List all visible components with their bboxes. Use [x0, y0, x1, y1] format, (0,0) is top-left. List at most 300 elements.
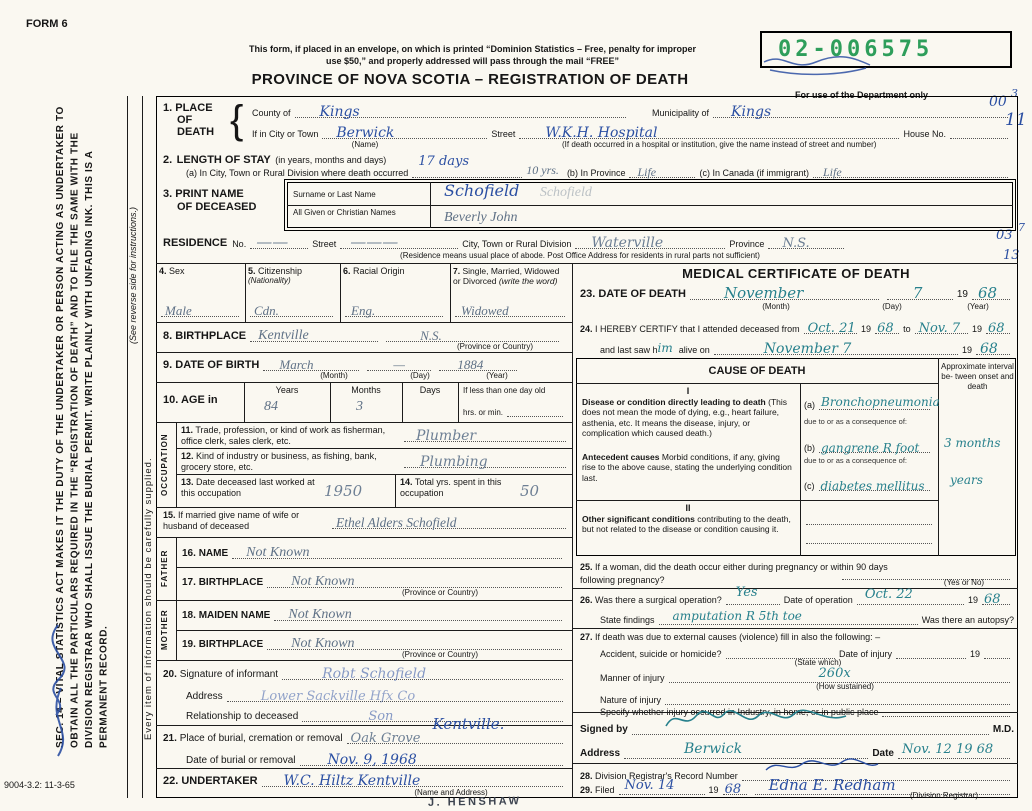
rule-h: [176, 630, 572, 631]
item27-no: 27.: [580, 632, 593, 642]
trade-label: Trade, profession, or kind of work as fisherman, office clerk, sales clerk, etc.: [181, 425, 386, 447]
age-months-value: 3: [356, 399, 363, 414]
cause-other-line1: [806, 524, 932, 525]
q27-manner-sublabel: (How sustained): [816, 682, 874, 691]
lastworked-label: Date deceased last worked at this occupation: [181, 477, 315, 499]
q26-opdate-line: [857, 587, 964, 605]
medical-certificate-title: MEDICAL CERTIFICATE OF DEATH: [682, 266, 910, 281]
item29-no: 29.: [580, 785, 593, 795]
filed-label: Filed: [595, 785, 615, 795]
q27-injdate-year-prefix: 19: [969, 649, 980, 659]
place-of-death-heading: [163, 102, 213, 114]
dod-year-value: 68: [978, 284, 998, 302]
rule-v: [450, 263, 451, 322]
dod-month-value: November: [723, 284, 804, 302]
dob-day-value: —: [393, 357, 405, 372]
age-days-label: Days: [419, 385, 441, 395]
rule-h: [572, 588, 1018, 589]
form-number: FORM 6: [26, 18, 68, 30]
stay-c-label: (c) In Canada (if immigrant): [699, 168, 809, 178]
serial-number: 02-006575: [778, 37, 934, 62]
item16-no: 16.: [182, 548, 196, 559]
informant-sig-line: [282, 667, 563, 680]
given-names-label: All Given or Christian Names: [293, 208, 396, 217]
cause-antecedent-rest: Morbid conditions, if any, giving rise to the above cause, stating the underlying condition last.: [582, 452, 792, 483]
rule-v: [127, 96, 128, 798]
cause-b-line: [819, 440, 930, 453]
rule-v: [142, 96, 143, 798]
house-no-line: [950, 126, 1008, 139]
city-label: If in City or Town: [252, 129, 319, 139]
informant-address-line: [227, 689, 563, 702]
cause-direct-text: [582, 397, 794, 438]
registrar-signature: Edna E. Redham: [768, 776, 896, 794]
street-value: W.K.H. Hospital: [545, 125, 658, 141]
rule-h: [156, 507, 572, 508]
certify-to-year-value: 68: [988, 321, 1005, 336]
birthplace-label: BIRTHPLACE: [175, 330, 247, 342]
item11-no: 11.: [181, 425, 194, 435]
burial-date-line: [300, 753, 564, 766]
mother-birthplace-label: BIRTHPLACE: [198, 639, 264, 650]
rule-v: [800, 383, 801, 556]
father-birthplace-value: Not Known: [291, 574, 355, 589]
spouse-value: Ethel Alders Schofield: [336, 515, 457, 530]
residence-province-label: Province: [729, 239, 765, 249]
citizenship-sublabel: (Nationality): [248, 276, 291, 285]
rule-h: [176, 567, 572, 568]
residence-city-label: City, Town or Rural Division: [462, 239, 572, 249]
street-line: [519, 126, 899, 139]
dod-year-sublabel: (Year): [967, 302, 989, 311]
lastsaw-him: im: [657, 341, 673, 355]
cause-b-label: (b): [804, 443, 815, 453]
q27-injdate-label: Date of injury: [838, 649, 892, 659]
birthplace-line: [250, 329, 378, 342]
given-names-value: Beverly John: [444, 210, 518, 225]
rule-v: [572, 263, 573, 798]
municipality-value: Kings: [731, 104, 772, 120]
item8-no: 8.: [163, 330, 173, 342]
item25-no: 25.: [580, 562, 593, 572]
stay-a-label: (a) In City, Town or Rural Division where death occurred: [186, 168, 409, 178]
industry-line: [404, 454, 566, 468]
signed-by-line: [632, 722, 989, 735]
q26-findings-label: State findings: [600, 615, 655, 625]
lastworked-value: 1950: [324, 482, 363, 500]
cause-antecedent-text: [582, 452, 794, 483]
certify-from-value: Oct. 21: [807, 321, 856, 336]
item21-no: 21.: [163, 733, 177, 744]
item7-no: 7.: [453, 266, 461, 276]
q26-op-line: [726, 585, 780, 605]
father-name-label: NAME: [198, 548, 229, 559]
length-of-stay-sublabel: (in years, months and days): [275, 155, 387, 165]
place-label-2: OF: [177, 114, 193, 126]
birthplace-province-line: [386, 329, 559, 342]
stay-b-value: Life: [637, 165, 657, 179]
hospital-note: (If death occurred in a hospital or institution, give the name instead of street and number): [562, 140, 877, 149]
birthplace-sublabel: (Province or Country): [456, 342, 534, 351]
record-number-scribble: [762, 756, 882, 776]
informant-relationship-label: Relationship to deceased: [186, 711, 299, 722]
dod-label: DATE OF DEATH: [598, 288, 686, 300]
q27-heading: [580, 632, 1010, 642]
mother-name-value: Not Known: [288, 607, 352, 622]
municipality-label: Municipality of: [652, 108, 710, 118]
item10-no: 10.: [163, 394, 179, 406]
house-no-label: House No.: [903, 129, 946, 139]
q27-accident-label: Accident, suicide or homicide?: [600, 649, 722, 659]
lastsaw-value: November 7: [763, 341, 852, 357]
residence-province-value: N.S.: [782, 236, 810, 251]
item15-no: 15.: [163, 510, 176, 520]
signed-date-line: [898, 742, 1010, 759]
q26-findings-value: amputation R 5th toe: [672, 609, 802, 623]
occupation-side-label: OCCUPATION: [160, 433, 169, 496]
rule-h: [156, 725, 572, 726]
q26-op-label: Was there a surgical operation?: [595, 595, 722, 605]
city-line: [322, 126, 487, 139]
trade-value: Plumber: [416, 428, 477, 444]
certify-to-line: [915, 321, 968, 334]
burial-date-value: Nov. 9, 1968: [327, 752, 417, 768]
dob-year-value: 1884: [457, 357, 484, 372]
cause-a-label: (a): [804, 400, 815, 410]
sex-label: Sex: [169, 266, 185, 276]
filed-date-value: Nov. 14: [624, 778, 675, 793]
spouse-line: [332, 515, 566, 529]
age-small-label: If less than one day old: [463, 386, 546, 395]
sidebar-supply-note: Every item of information should be carefully supplied.: [143, 457, 154, 740]
filed-year-value: 68: [724, 782, 742, 797]
burial-place-label: Place of burial, cremation or removal: [179, 733, 343, 744]
residence-city-line: [575, 236, 725, 249]
residence-street-label: Street: [312, 239, 337, 249]
dod-day-line: [887, 284, 953, 302]
undertaker-label: UNDERTAKER: [181, 775, 258, 787]
margin-flourish-scribble: [28, 620, 88, 760]
citizenship-line: [250, 305, 333, 317]
burial-place-value: Oak Grove: [350, 731, 421, 746]
father-birthplace-line: [267, 575, 562, 588]
rule-h: [156, 263, 1018, 264]
margin-code-13: 13: [1003, 248, 1020, 263]
informant-address-value: Lower Sackville Hfx Co: [260, 689, 416, 704]
dob-year-line: [439, 358, 517, 371]
city-value: Berwick: [336, 125, 395, 141]
age-years-value: 84: [264, 399, 278, 414]
stay-b-line: [629, 165, 695, 178]
county-line: [295, 105, 626, 118]
signed-date-label: Date: [872, 748, 894, 759]
sex-value: Male: [165, 303, 192, 318]
place-label-3: DEATH: [177, 126, 215, 138]
cause-section1-label: I: [686, 386, 690, 396]
rule-v: [340, 263, 341, 322]
item2-no: 2.: [163, 154, 173, 166]
print-name-label-2: OF DECEASED: [177, 201, 257, 213]
signed-address-value: Berwick: [684, 741, 743, 757]
cause-antecedent-bold: Antecedent causes: [582, 452, 660, 462]
item9-no: 9.: [163, 359, 173, 371]
rule-h: [576, 383, 938, 384]
sex-cell: [159, 266, 243, 320]
racial-origin-label: Racial Origin: [353, 266, 405, 276]
item1-no: 1.: [163, 102, 173, 114]
residence-street-value: ———: [350, 232, 399, 251]
cause-due-to-1: due to or as a consequence of:: [804, 417, 907, 426]
surname-stamp: Schofield: [539, 185, 592, 200]
item12-no: 12.: [181, 451, 194, 461]
rule-v: [245, 263, 246, 322]
q26-findings-line: [659, 609, 918, 625]
certify-from-line: [804, 321, 857, 334]
dob-month-value: March: [279, 357, 314, 372]
q26-op-value: Yes: [735, 585, 758, 600]
dept-note: For use of the Department only: [795, 90, 929, 100]
item28-no: 28.: [580, 771, 593, 781]
age-years-label: Years: [275, 385, 299, 395]
record-number-label: Division Registrar's Record Number: [595, 771, 738, 781]
rule-h: [156, 352, 572, 353]
certify-label: I HEREBY CERTIFY that I attended deceased from: [595, 324, 800, 334]
mother-name-label: MAIDEN NAME: [198, 610, 271, 621]
birthplace-value: Kentville: [258, 328, 309, 343]
stay-a-line: [412, 154, 522, 178]
dod-day-value: 7: [912, 284, 923, 302]
age-label: AGE in: [180, 394, 218, 406]
undertaker-line: [262, 774, 563, 787]
certify-to-value: Nov. 7: [918, 321, 961, 336]
item5-no: 5.: [248, 266, 256, 276]
cause-other-rest: contributing to the death, but not related to the disease or condition causing it.: [582, 514, 791, 535]
rule-h: [572, 628, 1018, 629]
item24-no: 24.: [580, 324, 593, 334]
surname-value-wrap: [444, 181, 592, 201]
dob-year-sublabel: (Year): [486, 371, 508, 380]
dob-label: DATE OF BIRTH: [175, 359, 260, 371]
rule-h: [156, 382, 572, 383]
margin-code-11: 11: [1005, 110, 1027, 130]
burial-date-label: Date of burial or removal: [186, 755, 296, 766]
marital-label: Single, Married, Widowed or Divorced: [453, 266, 560, 287]
q27-injdate-year-line: [984, 646, 1010, 659]
father-name-value: Not Known: [246, 545, 310, 560]
physician-signature-scribble: [662, 706, 852, 732]
age-months-label: Months: [351, 385, 381, 395]
certify-from-year-prefix: 19: [861, 324, 872, 334]
rule-v: [938, 358, 939, 556]
mother-name-line: [274, 608, 562, 621]
residence-street-line: [340, 232, 458, 251]
place-label-1: PLACE: [175, 102, 213, 114]
county-value: Kings: [319, 104, 360, 120]
stay-c-line: [813, 165, 1008, 178]
cause-title: CAUSE OF DEATH: [708, 365, 806, 377]
signed-address-label: Address: [580, 748, 621, 759]
filed-year-prefix: 19: [708, 785, 719, 795]
county-label: County of: [252, 108, 291, 118]
certify-to-year-line: [986, 321, 1010, 334]
lastsaw-year-value: 68: [980, 341, 998, 357]
item19-no: 19.: [182, 639, 196, 650]
informant-sig-label: Signature of informant: [179, 669, 279, 680]
dob-day-line: [367, 358, 431, 371]
undertaker-value: W.C. Hiltz Kentville: [283, 773, 421, 789]
stay-c-value: Life: [823, 165, 842, 179]
cause-other-text: [582, 514, 794, 535]
dob-day-sublabel: (Day): [410, 371, 430, 380]
dod-month-sublabel: (Month): [762, 302, 790, 311]
rule-h: [156, 422, 572, 423]
residence-label: RESIDENCE: [163, 237, 228, 249]
residence-note: (Residence means usual place of abode. Post Office Address for residents in rural parts not sufficient): [400, 251, 760, 260]
q26-opdate-value: Oct. 22: [864, 587, 913, 602]
residence-no-line: [250, 232, 308, 251]
marital-sublabel: (write the word): [498, 276, 558, 287]
mother-birthplace-sublabel: (Province or Country): [401, 650, 479, 659]
serial-underline-scribble: [758, 50, 878, 80]
residence-city-value: Waterville: [591, 235, 664, 251]
rule-v: [176, 537, 177, 660]
rule-v: [395, 474, 396, 507]
henshaw-stamp: J. HENSHAW: [427, 795, 522, 809]
dod-day-sublabel: (Day): [882, 302, 902, 311]
cause-a-value: Bronchopneumonia: [821, 395, 940, 409]
cause-a-line: [819, 395, 940, 410]
cause-other-line2: [806, 543, 932, 544]
residence-no-label: No.: [232, 239, 247, 249]
md-label: M.D.: [992, 724, 1014, 735]
cause-due-to-2: due to or as a consequence of:: [804, 456, 907, 465]
street-label: Street: [491, 129, 516, 139]
father-birthplace-sublabel: (Province or Country): [401, 588, 479, 597]
margin-code-00: 00: [989, 94, 1007, 110]
rule-h: [156, 660, 572, 661]
dod-month-line: [690, 284, 879, 302]
cause-b-interval: 3 months: [944, 436, 1001, 450]
sidebar-act-text: SEC. 14 – VITAL STATISTICS ACT MAKES IT THE DUTY OF THE UNDERTAKER OR PERSON ACTING AS UNDERTAKER TO OBTAIN ALL THE PARTICULARS REQUIRED IN THE “REGISTRATION OF DEATH” AND TO FILE THE SAME WITH THE DIVISION REGISTRAR WHO SHALL ISSUE THE BURIAL PERMIT. WRITE PLAINLY WITH UNFADING INK. THIS IS A PERMANENT RECORD.: [55, 106, 110, 748]
racial-origin-line: [345, 305, 443, 317]
cause-c-value: diabetes mellitus: [820, 479, 925, 493]
rule-h: [156, 322, 572, 323]
item17-no: 17.: [182, 577, 196, 588]
age-small-sublabel: hrs. or min.: [463, 408, 504, 417]
lastsaw-label: and last saw h: [600, 345, 658, 355]
residence-province-line: [768, 236, 844, 249]
father-name-line: [232, 546, 562, 559]
racial-origin-cell: [343, 266, 447, 320]
margin-code-3: 3: [1011, 87, 1018, 100]
marital-value: Widowed: [461, 303, 509, 318]
sex-line: [161, 305, 239, 317]
q27-specify-line: [882, 704, 1010, 717]
brace-glyph: {: [230, 98, 244, 142]
municipality-line: [713, 105, 1008, 118]
sidebar-reverse-note: (See reverse side for instructions.): [128, 206, 138, 344]
birthplace-province-value: N.S.: [420, 328, 442, 343]
city-sublabel: (Name): [351, 140, 379, 149]
item26-no: 26.: [580, 595, 593, 605]
undertaker-sublabel: (Name and Address): [414, 788, 488, 797]
rule-h: [576, 500, 938, 501]
print-name-label-1: PRINT NAME: [175, 188, 244, 200]
item22-no: 22.: [163, 775, 179, 787]
item20-no: 20.: [163, 669, 177, 680]
industry-label: Kind of industry or business, as fishing, bank, grocery store, etc.: [181, 451, 377, 473]
lastsaw-line: [714, 342, 958, 355]
stay-a-value2: 10 yrs.: [526, 163, 559, 177]
filed-year-line: [723, 782, 747, 795]
q26-opdate-year-value: 68: [984, 592, 1001, 607]
lastsaw-year-prefix: 19: [961, 345, 972, 355]
item6-no: 6.: [343, 266, 351, 276]
rule-v: [458, 382, 459, 422]
division-registrar-sublabel: (Division Registrar): [909, 791, 978, 800]
cause-interval-header: Approximate interval be- tween onset and death: [941, 362, 1014, 391]
mother-birthplace-value: Not Known: [291, 636, 355, 651]
industry-value: Plumbing: [420, 454, 488, 470]
father-birthplace-label: BIRTHPLACE: [198, 577, 264, 588]
certify-to-year-prefix: 19: [971, 324, 982, 334]
informant-relationship-value: Son: [368, 709, 394, 724]
informant-address-label: Address: [186, 691, 223, 702]
item18-no: 18.: [182, 610, 196, 621]
age-small-line: [507, 404, 563, 417]
dod-year-line: [972, 284, 1010, 302]
q26-opdate-year-prefix: 19: [967, 595, 978, 605]
marital-cell: [453, 266, 569, 320]
item4-no: 4.: [159, 266, 167, 276]
dod-year-prefix: 19: [956, 289, 968, 300]
totalyrs-value: 50: [520, 482, 540, 500]
marital-line: [455, 305, 565, 317]
q27-manner-value: 260x: [818, 666, 851, 681]
q27-accident-sublabel: (State which): [794, 658, 842, 667]
citizenship-value: Cdn.: [254, 303, 279, 318]
spouse-label: If married give name of wife or husband of deceased: [163, 510, 300, 532]
q27-injdate-line: [896, 646, 966, 659]
q25-sublabel: (Yes or No): [943, 578, 985, 587]
racial-origin-value: Eng.: [351, 303, 376, 318]
trade-line: [404, 428, 566, 442]
dob-month-line: [263, 358, 359, 371]
q26-opdate-label: Date of operation: [783, 595, 853, 605]
certify-from-year-line: [875, 321, 899, 334]
q26-opdate-year-line: [982, 592, 1010, 605]
rule-v: [176, 422, 177, 507]
length-of-stay-label: LENGTH OF STAY: [176, 154, 271, 166]
citizenship-label: Citizenship: [258, 266, 303, 276]
rule-h: [156, 768, 572, 769]
item3-no: 3.: [163, 188, 173, 200]
certify-from-year-value: 68: [877, 321, 894, 336]
dob-month-sublabel: (Month): [320, 371, 348, 380]
mail-note-line1: This form, if placed in an envelope, on which is printed “Dominion Statistics – Free, penalty for improper: [248, 44, 697, 54]
rule-h: [287, 205, 1013, 206]
q27-specify-label: Specify whether injury occurred in Industry, in home, or in public place: [600, 707, 879, 717]
q27-nature-label: Nature of injury: [600, 695, 662, 705]
lastsaw-year-line: [976, 342, 1010, 355]
rule-v: [430, 182, 431, 228]
q27-manner-label: Manner of injury: [600, 673, 665, 683]
burial-place-value2: Kentville.: [432, 715, 505, 733]
signed-date-value: Nov. 12 19 68: [902, 742, 994, 757]
father-side-label: FATHER: [160, 549, 169, 588]
mother-birthplace-line: [267, 637, 562, 650]
stay-b-label: (b) In Province: [566, 168, 626, 178]
